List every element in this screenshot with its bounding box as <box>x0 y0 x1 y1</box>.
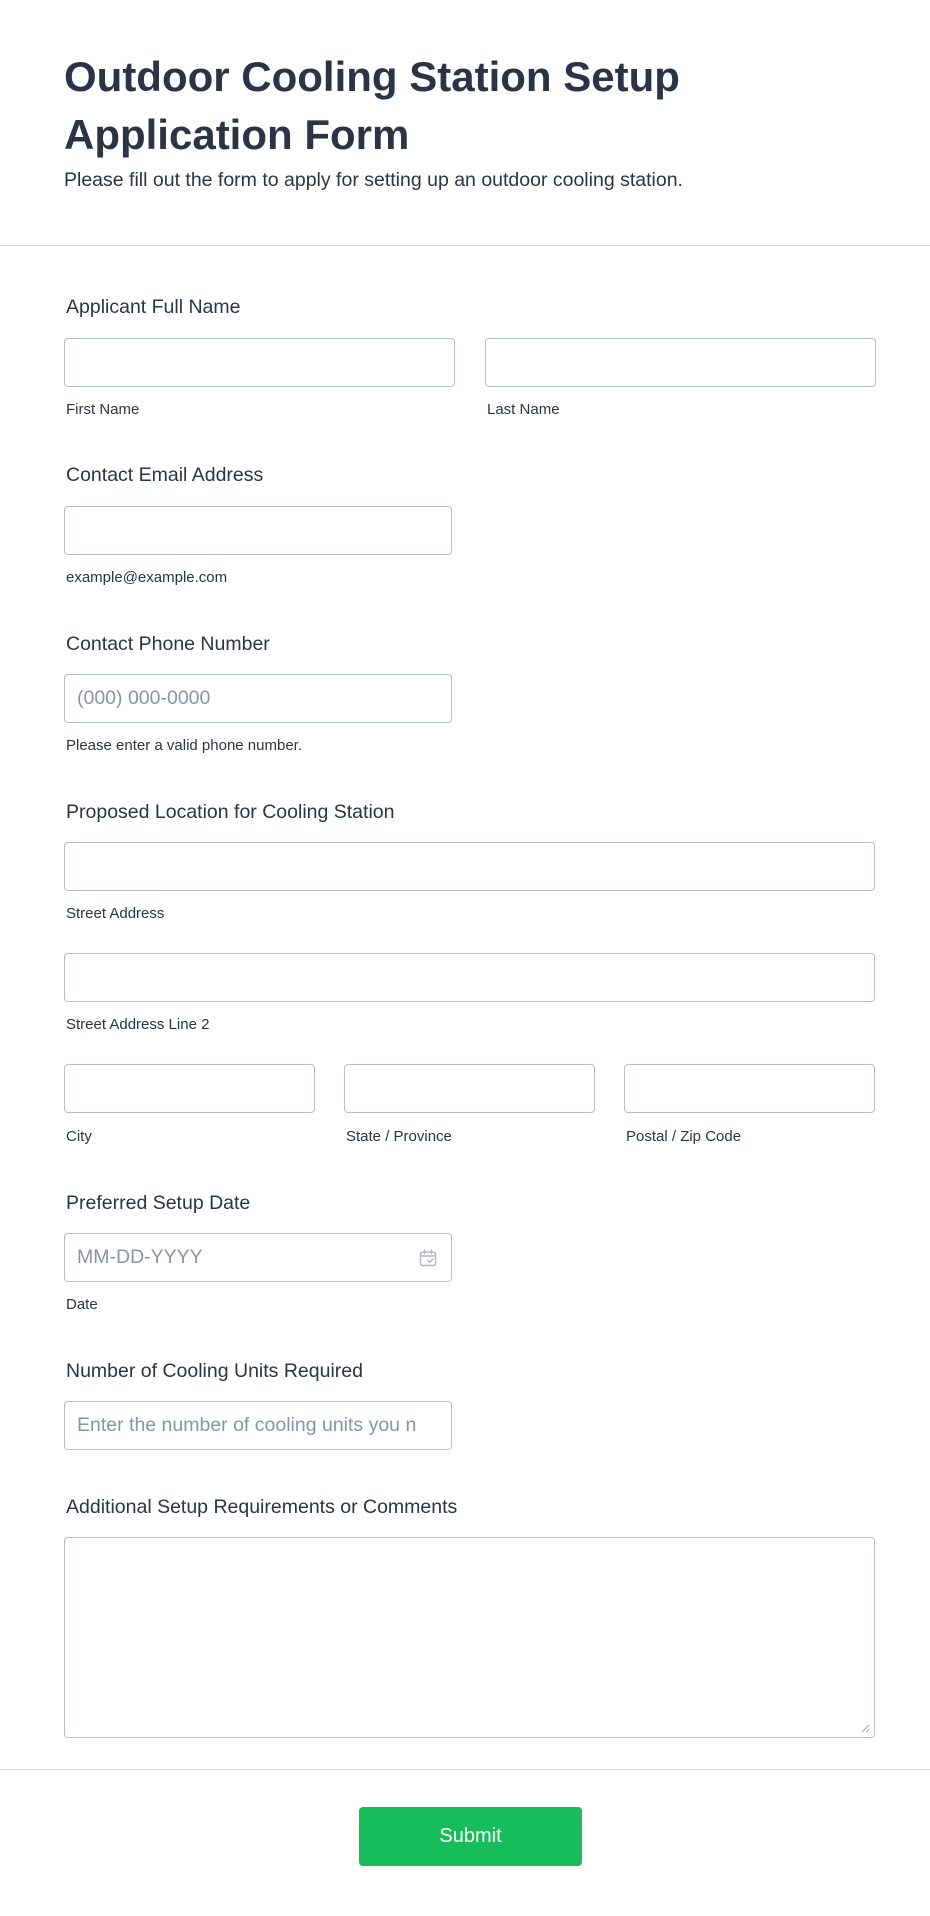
form-header <box>0 0 930 246</box>
email-input[interactable] <box>65 507 451 554</box>
last-name-sublabel: Last Name <box>487 401 560 418</box>
comments-textarea[interactable] <box>65 1538 874 1737</box>
submit-button[interactable]: Submit <box>359 1807 582 1866</box>
first-name-field[interactable] <box>64 338 455 387</box>
comments-label: Additional Setup Requirements or Comments <box>66 1496 458 1518</box>
city-sublabel: City <box>66 1128 92 1145</box>
phone-sublabel: Please enter a valid phone number. <box>66 737 302 754</box>
street-address-2-sublabel: Street Address Line 2 <box>66 1016 210 1033</box>
zip-input[interactable] <box>625 1065 874 1112</box>
resize-handle-icon[interactable] <box>860 1723 870 1733</box>
first-name-sublabel: First Name <box>66 401 140 418</box>
street-address-sublabel: Street Address <box>66 905 165 922</box>
setup-date-field[interactable] <box>64 1233 452 1282</box>
phone-field[interactable] <box>64 674 452 723</box>
last-name-field[interactable] <box>485 338 876 387</box>
location-label: Proposed Location for Cooling Station <box>66 801 395 823</box>
zip-field[interactable] <box>624 1064 875 1113</box>
email-label: Contact Email Address <box>66 464 264 486</box>
phone-label: Contact Phone Number <box>66 633 270 655</box>
city-field[interactable] <box>64 1064 315 1113</box>
zip-sublabel: Postal / Zip Code <box>626 1128 742 1145</box>
units-field[interactable] <box>64 1401 452 1450</box>
email-sublabel: example@example.com <box>66 569 228 586</box>
street-address-input[interactable] <box>65 843 874 890</box>
applicant-name-label: Applicant Full Name <box>66 296 241 318</box>
calendar-icon[interactable] <box>419 1249 437 1267</box>
setup-date-label: Preferred Setup Date <box>66 1192 251 1214</box>
setup-date-sublabel: Date <box>66 1296 98 1313</box>
units-label: Number of Cooling Units Required <box>66 1360 363 1382</box>
phone-input[interactable] <box>65 675 451 722</box>
last-name-input[interactable] <box>486 339 875 386</box>
state-input[interactable] <box>345 1065 594 1112</box>
state-sublabel: State / Province <box>346 1128 452 1145</box>
email-field[interactable] <box>64 506 452 555</box>
units-input[interactable] <box>65 1402 451 1449</box>
page-subtitle: Please fill out the form to apply for setting up an outdoor cooling station. <box>64 169 683 191</box>
city-input[interactable] <box>65 1065 314 1112</box>
first-name-input[interactable] <box>65 339 454 386</box>
footer-divider <box>0 1769 930 1770</box>
street-address-field[interactable] <box>64 842 875 891</box>
setup-date-input[interactable] <box>65 1234 451 1281</box>
state-field[interactable] <box>344 1064 595 1113</box>
comments-field[interactable] <box>64 1537 875 1738</box>
page-title: Outdoor Cooling Station Setup Application Form <box>64 53 680 158</box>
street-address-2-input[interactable] <box>65 954 874 1001</box>
street-address-2-field[interactable] <box>64 953 875 1002</box>
